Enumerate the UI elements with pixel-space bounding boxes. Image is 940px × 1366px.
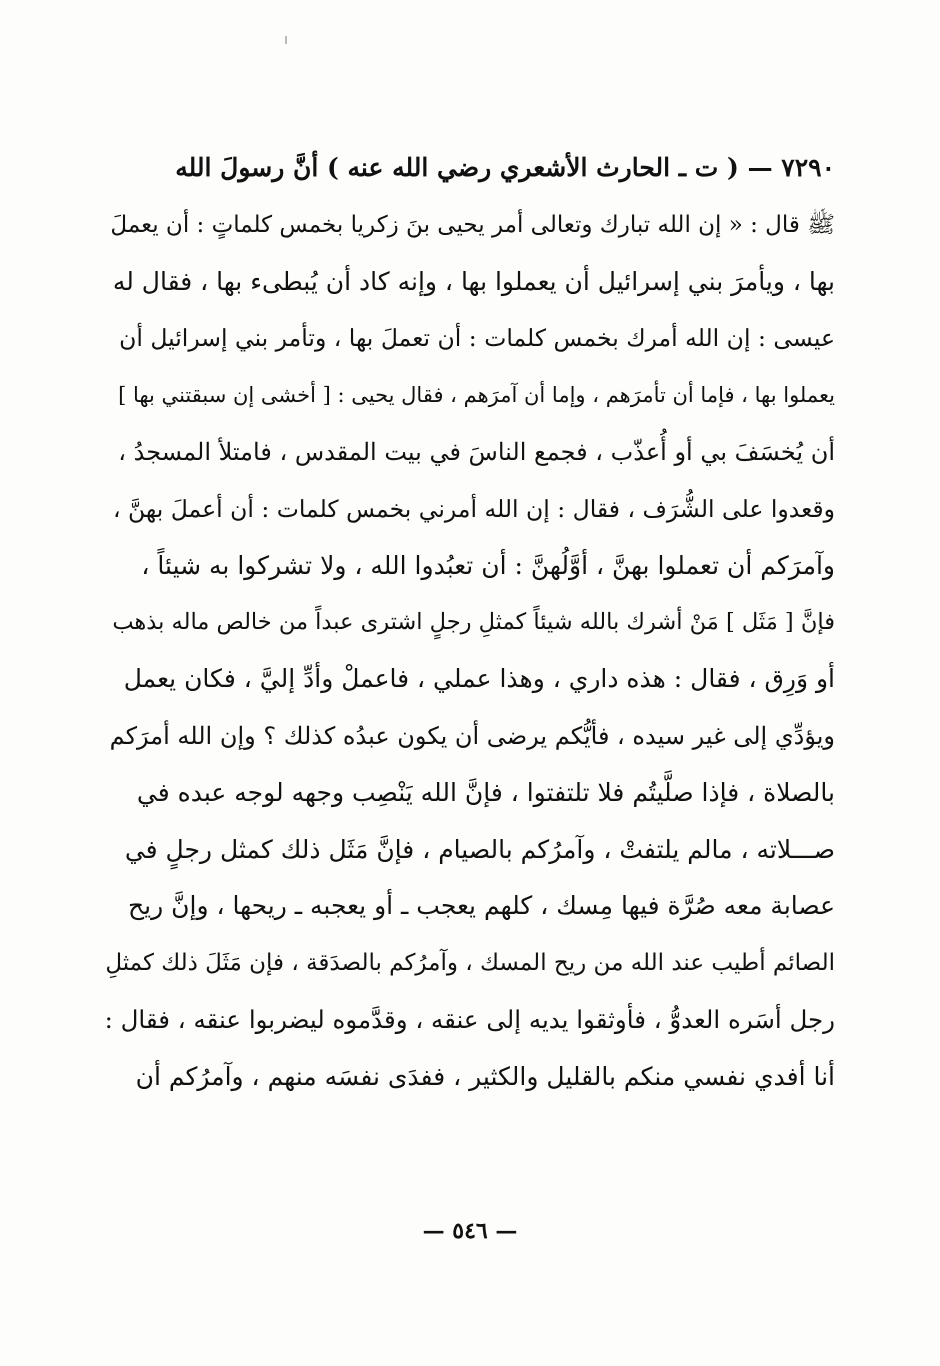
text-line: يعملوا بها ، فإما أن تأمرَهم ، وإما أن آمرَهم ، فقال يحيى : [ أخشى إن سبقتني بها ] [118,383,835,408]
text-line: أو وَرِق ، فقال : هذه داري ، وهذا عملي ، فاعملْ وأدِّ إليَّ ، فكان يعمل [123,664,835,694]
text-line: وقعدوا على الشُّرَف ، فقال : إن الله أمرني بخمس كلمات : أن أعملَ بهنَّ ، [112,494,835,523]
text-line: رجل أسَره العدوُّ ، فأوثقوا يديه إلى عنقه ، وقدَّموه ليضربوا عنقه ، فقال : [105,1004,835,1034]
page-speck [285,36,287,44]
text-line: وآمرَكم أن تعملوا بهنَّ ، أوَّلُهنَّ : أن تعبُدوا الله ، ولا تشركوا به شيئاً ، [141,550,835,580]
text-line: الصائم أطيب عند الله من ريح المسك ، وآمرُكم بالصدَقة ، فإن مَثَلَ ذلك كمثلِ [105,950,835,977]
page-number: — ٥٤٦ — [422,1218,518,1244]
text-line: أن يُخسَفَ بي أو أُعذّب ، فجمع الناسَ في بيت المقدس ، فامتلأ المسجدُ ، [118,437,835,466]
text-line: بها ، ويأمرَ بني إسرائيل أن يعملوا بها ، وإنه كاد أن يُبطىء بها ، فقال له [112,266,835,296]
text-line: صـــلاته ، مالم يلتفتْ ، وآمرُكم بالصيام ، فإنَّ مَثَل ذلك كمثل رجلٍ في [124,834,835,864]
text-line: عيسى : إن الله أمرك بخمس كلمات : أن تعملَ بها ، وتأمر بني إسرائيل أن [119,324,835,353]
text-line: بالصلاة ، فإذا صلَّيتُم فلا تلتفتوا ، فإنَّ الله يَنْصِب وجهه لوجه عبده في [136,777,835,807]
text-line: ويؤدِّي إلى غير سيده ، فأيُّكم يرضى أن يكون عبدُه كذلك ؟ وإن الله أمرَكم [109,721,835,750]
text-line: فإنَّ [ مَثَل ] مَنْ أشرك بالله شيئاً كمثلِ رجلٍ اشترى عبداً من خالص ماله بذهب [112,609,835,636]
text-line: ﷺ قال : « إن الله تبارك وتعالى أمر يحيى بنَ زكريا بخمس كلماتٍ : أن يعملَ [110,211,835,238]
text-line: أنا أفدي نفسي منكم بالقليل والكثير ، ففدَى نفسَه منهم ، وآمرُكم أن [135,1061,835,1091]
text-line: ٧٢٩٠ — ( ت ـ الحارث الأشعري رضي الله عنه ) أنَّ رسولَ الله [175,153,835,182]
hadith-text-block [105,140,835,1106]
text-line: عصابة معه صُرَّة فيها مِسك ، كلهم يعجب ـ أو يعجبه ـ ريحها ، وإنَّ ريح [128,891,835,921]
